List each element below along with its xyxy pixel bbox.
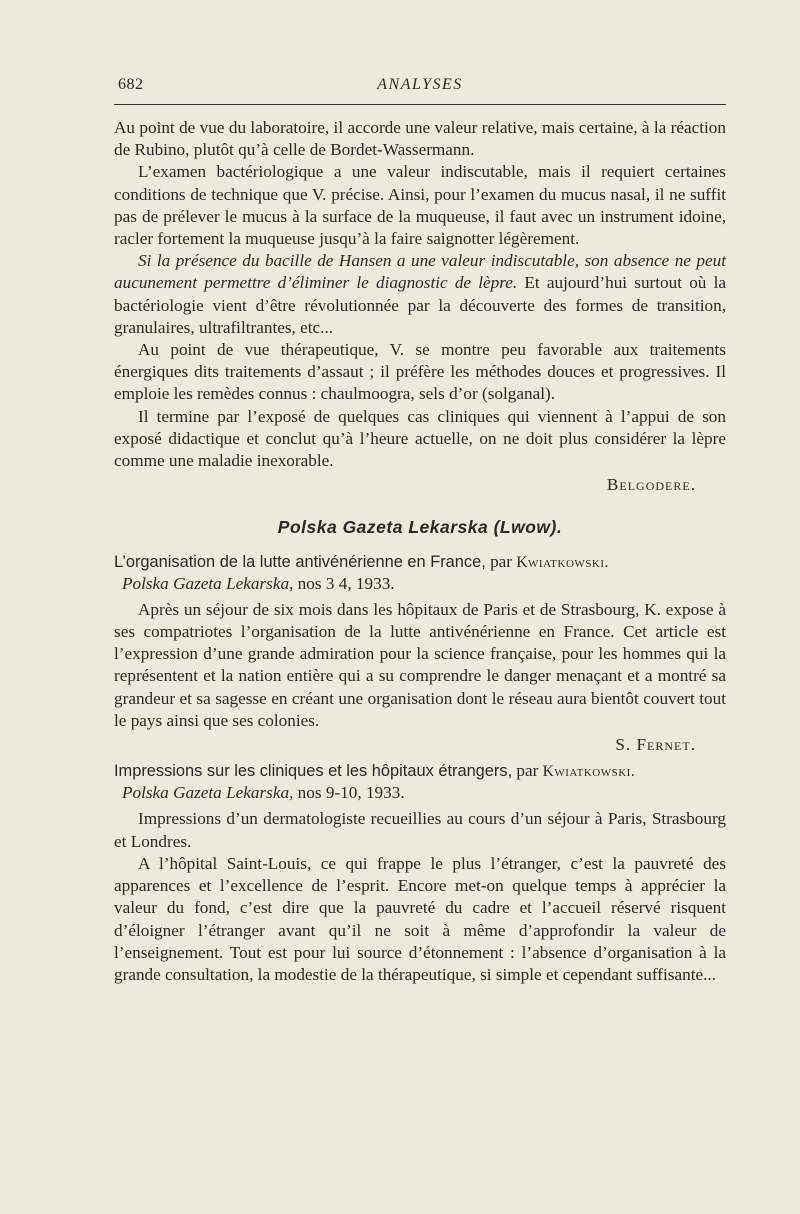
running-title: ANALYSES (377, 76, 463, 93)
review-signature: Belgodere. (606, 475, 696, 495)
page-body (114, 105, 726, 986)
article-2-paragraph-1: Impressions d’un dermatologiste recueillies au cours d’un séjour à Paris, Strasbourg et Londres. (114, 809, 726, 851)
article-2-paragraph-2: A l’hôpital Saint-Louis, ce qui frappe le plus l’étranger, c’est la pauvreté des apparences et l’excellence de l’esprit. Encore met-on quelque temps à apprécier la valeur du fond, c’est dire que la pauvreté du cadre et l’accueil réservé risquent d’éloigner l’étranger avant qu’il ne soit à même d’approfondir la valeur de l’enseignement. Tout est pour lui source d’étonnement : l’absence d’organisation à la grande consultation, la modestie de la thérapeutique, si simple et cependant suffisante... (114, 853, 726, 984)
document-page (114, 68, 726, 986)
article-1-author: Kwiatkowski. (516, 553, 609, 571)
journal-heading: Polska Gazeta Lekarska (Lwow). (277, 517, 563, 538)
review-paragraph-2: L’examen bactériologique a une valeur indiscutable, mais il requiert certaines conditions de technique que V. précise. Ainsi, pour l’examen du mucus nasal, il ne suffit pas de prélever le mucus à la surface de la muqueuse, il faut avec un instrument idoine, racler fortement la muqueuse jusqu’à la faire saignotter légèrement. (114, 162, 726, 249)
review-paragraph-3 (114, 250, 726, 339)
review-paragraph-5: Il termine par l’exposé de quelques cas cliniques qui viennent à l’appui de son exposé didactique et conclut qu’à l’heure actuelle, on ne doit plus considérer la lèpre comme une maladie inexorable. (114, 406, 726, 471)
article-1-title-line (114, 551, 726, 573)
article-2-title-line (114, 760, 726, 782)
review-paragraph-3-italic: Si la présence du bacille de Hansen a une valeur indiscutable, son absence ne peut aucunement permettre d’éliminer le diagnostic de lèpre. (114, 251, 726, 293)
article-1-title: L’organisation de la lutte antivénérienne en France, (114, 552, 486, 571)
page-header (114, 68, 726, 105)
article-2-title: Impressions sur les cliniques et les hôpitaux étrangers, (114, 762, 513, 781)
article-1-source-issue: nos 3 4, 1933. (293, 573, 395, 593)
article-1-signature: S. Fernet. (615, 735, 696, 755)
article-1-source (114, 573, 726, 595)
article-2-source-journal: Polska Gazeta Lekarska, (122, 783, 294, 803)
article-2-by: par (512, 761, 543, 781)
review-paragraph-4: Au point de vue thérapeutique, V. se montre peu favorable aux traitements énergiques dits traitements d’assaut ; il préfère les méthodes douces et progressives. Il emploie les remèdes connus : chaulmoogra, sels d’or (solganal). (114, 340, 726, 404)
article-1-source-journal: Polska Gazeta Lekarska, (122, 573, 294, 593)
article-2-author: Kwiatkowski. (542, 763, 636, 781)
article-2-source-issue: nos 9-10, 1933. (293, 783, 405, 803)
review-paragraph-1: Au point de vue du laboratoire, il accorde une valeur relative, mais certaine, à la réaction de Rubino, plutôt qu’à celle de Bordet-Wassermann. (114, 118, 726, 160)
article-1-by: par (485, 551, 517, 571)
page-number: 682 (118, 76, 144, 93)
article-2-source (114, 782, 726, 804)
review-paragraph-3-rest: Et aujourd’hui surtout où la bactériologie vient d’être révolutionnée par la découverte des formes de transition, granulaires, ultrafiltrantes, etc... (114, 273, 726, 337)
article-1-paragraph-1: Après un séjour de six mois dans les hôpitaux de Paris et de Strasbourg, K. expose à ses compatriotes l’organisation de la lutte antivénérienne en France. Cet article est l’expression d’une grande admiration pour la science française, pour les hommes qui la représentent et la nation entière qui a su comprendre le danger menaçant et a montré sa grandeur et sa sagesse en créant une organisation dont le réseau aura bientôt couvert tout le pays ainsi que ses colonies. (114, 599, 726, 730)
